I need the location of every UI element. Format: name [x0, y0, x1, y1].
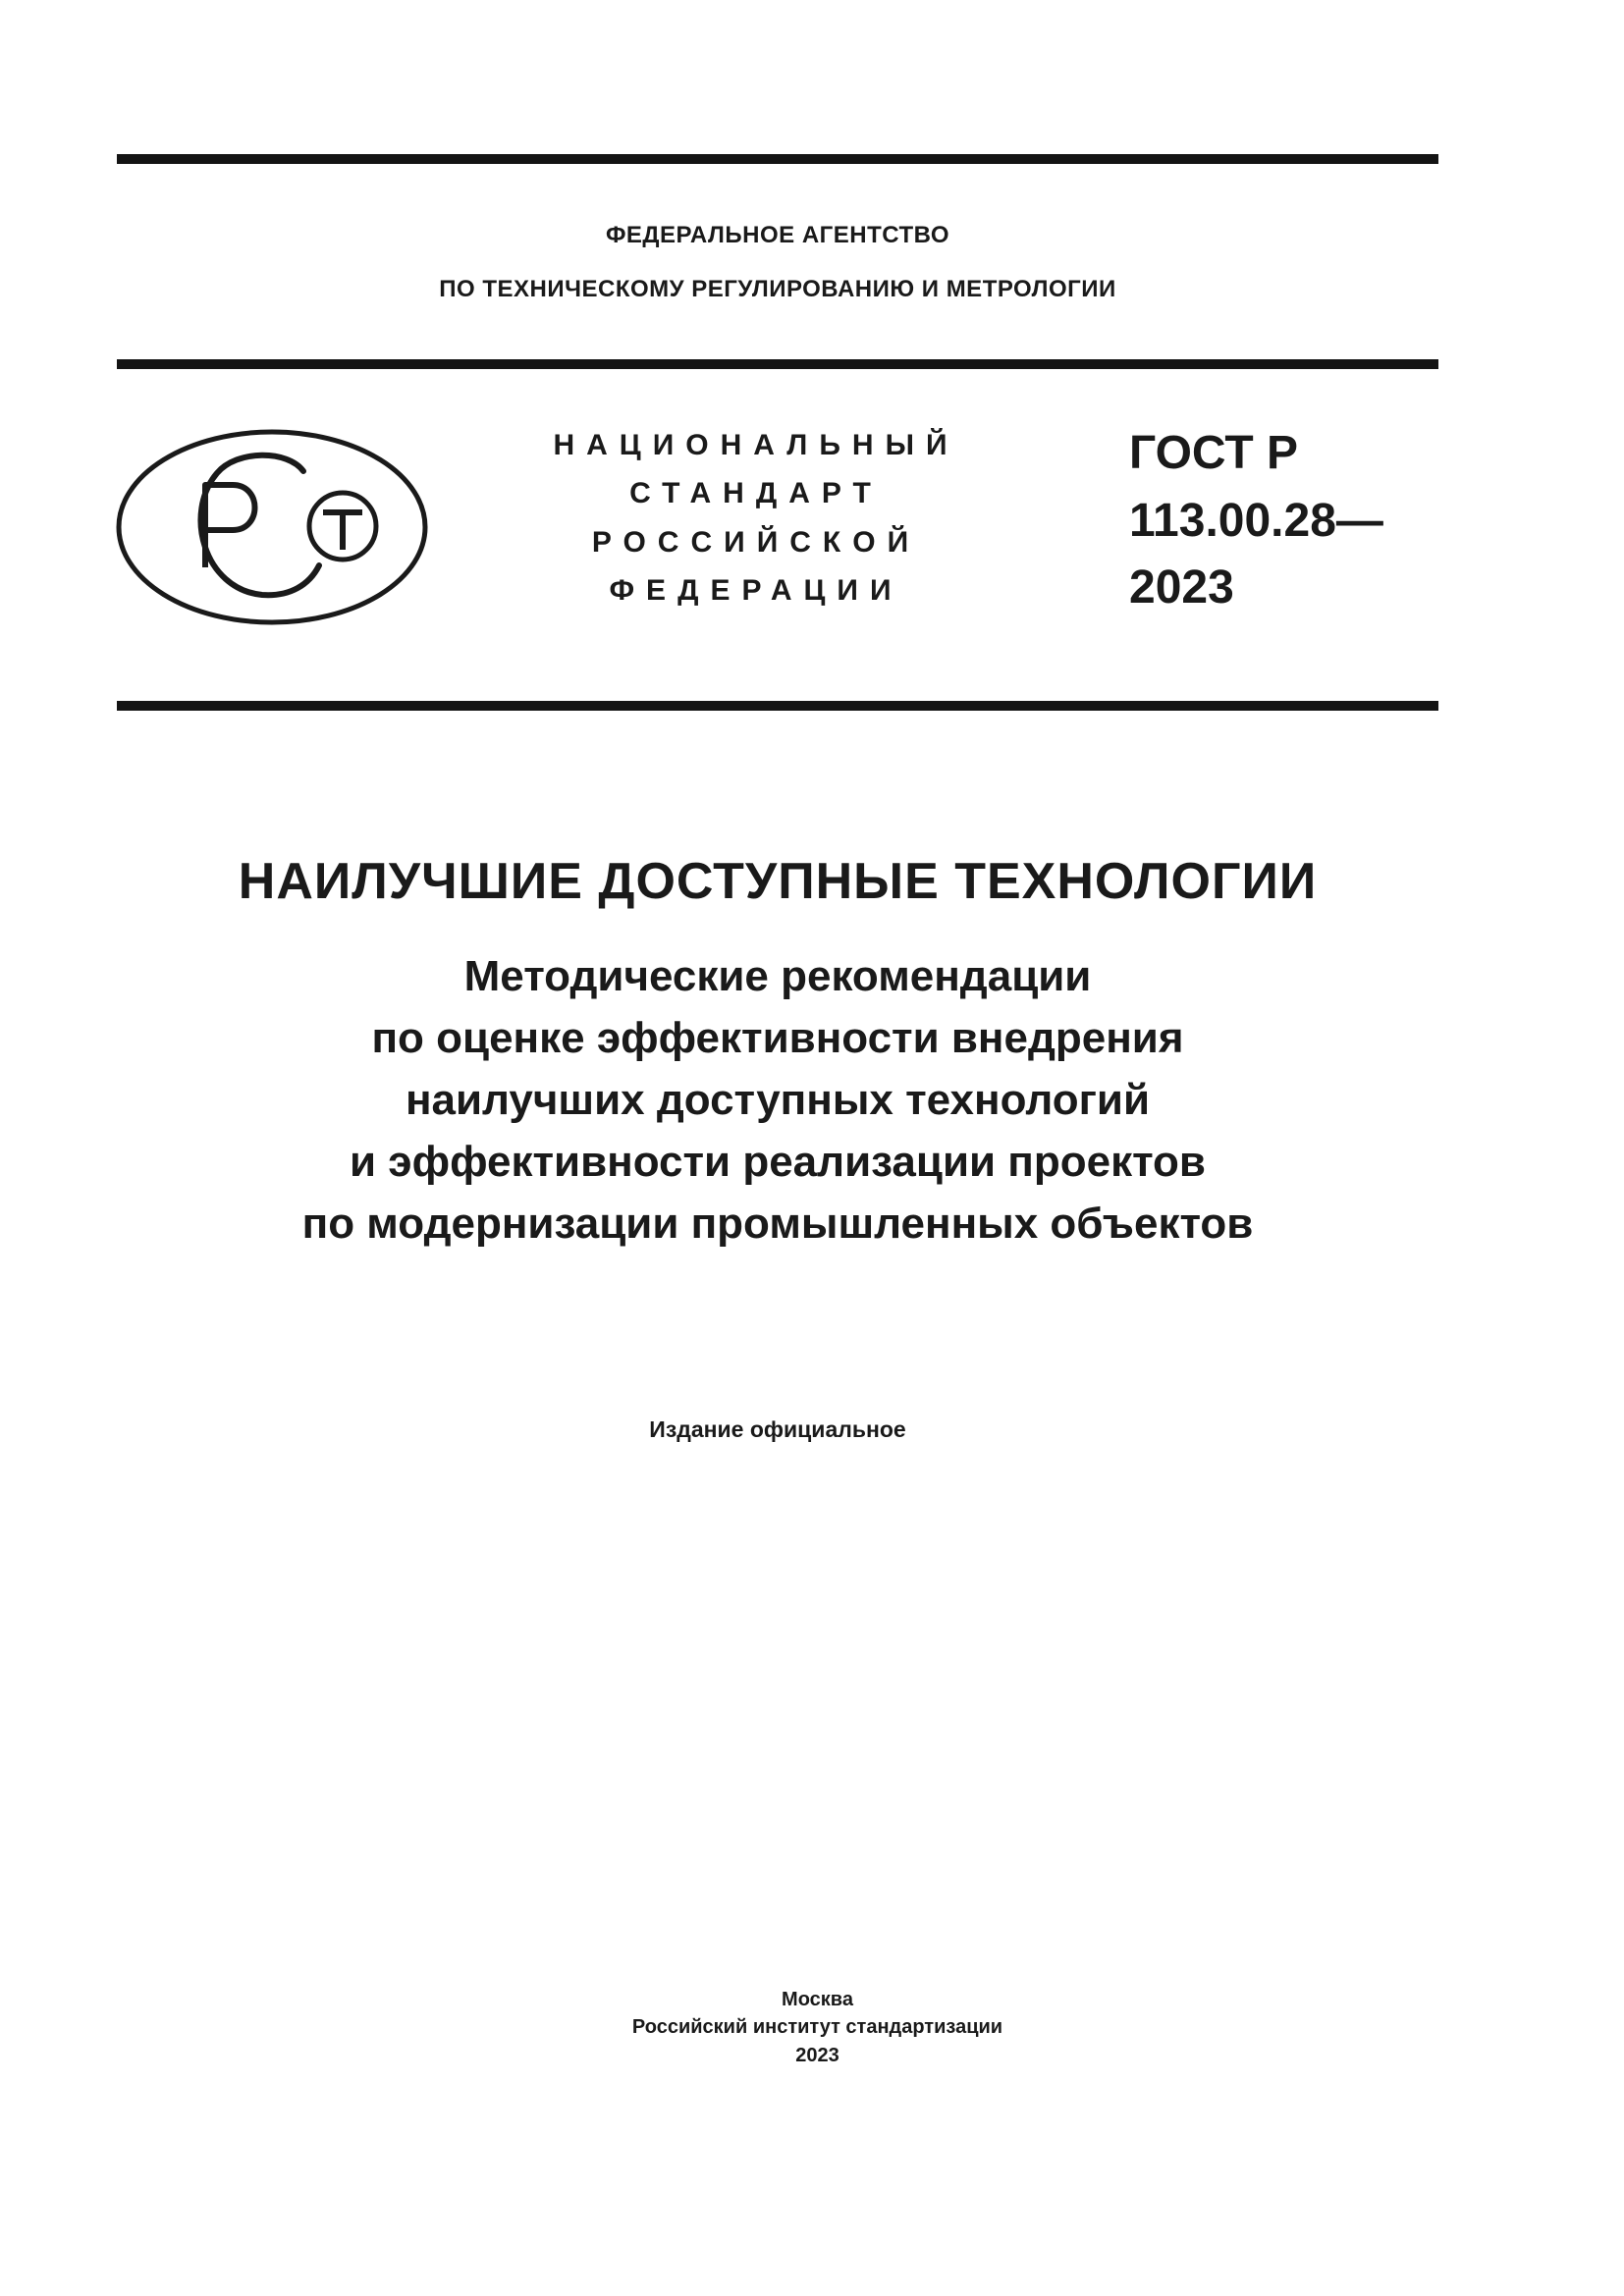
rst-logo-icon: [115, 428, 429, 626]
agency-line-1: ФЕДЕРАЛЬНОЕ АГЕНТСТВО: [605, 222, 950, 248]
designation-line-3: 2023: [1129, 561, 1234, 614]
designation-rule: [117, 701, 1438, 711]
document-title: НАИЛУЧШИЕ ДОСТУПНЫЕ ТЕХНОЛОГИИ: [238, 853, 1318, 910]
subtitle-line-2: по оценке эффективности внедрения: [371, 1014, 1184, 1062]
subtitle-line-1: Методические рекомендации: [463, 952, 1092, 1000]
edition-label: Издание официальное: [649, 1416, 906, 1442]
imprint-year: 2023: [795, 2045, 839, 2066]
subtitle-line-5: по модернизации промышленных объектов: [301, 1200, 1254, 1248]
top-rule: [117, 154, 1438, 164]
imprint-publisher: Российский институт стандартизации: [631, 2016, 1003, 2038]
national-standard-line-1: НАЦИОНАЛЬНЫЙ: [553, 429, 959, 461]
designation-line-1: ГОСТ Р: [1129, 427, 1299, 479]
national-standard-line-3: РОССИЙСКОЙ: [591, 526, 921, 559]
national-standard-line-2: СТАНДАРТ: [629, 477, 883, 509]
imprint-city: Москва: [782, 1989, 853, 2010]
header-rule: [117, 359, 1438, 369]
subtitle-line-4: и эффективности реализации проектов: [350, 1138, 1206, 1186]
subtitle-line-3: наилучших доступных технологий: [405, 1076, 1151, 1124]
agency-line-2: ПО ТЕХНИЧЕСКОМУ РЕГУЛИРОВАНИЮ И МЕТРОЛОГИИ: [439, 276, 1116, 302]
designation-line-2: 113.00.28—: [1129, 495, 1383, 547]
national-standard-line-4: ФЕДЕРАЦИИ: [609, 574, 903, 607]
